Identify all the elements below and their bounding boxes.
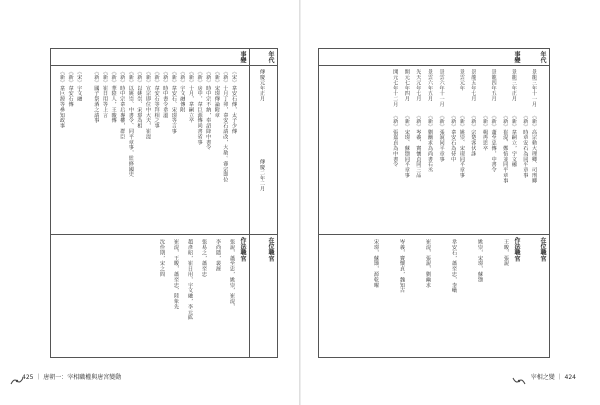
event-entry: 《新》韋嗣立，宇文融 (510, 113, 517, 167)
event-entry: 《新》以姚崇、中書令、同平章事，監修國史 (127, 69, 134, 177)
event-entry: 《新》宣宗即位中大夫，崔湜 (145, 69, 151, 140)
official-entry: 韋安石，蕭至忠，李嶠 (451, 239, 457, 293)
event-entry: 《新》崔湜、鄭愔並同平章事 (502, 113, 509, 184)
event-entry: 《新》劉幽求為尚書右丞 (427, 113, 433, 173)
col-divider (249, 49, 250, 357)
period-label: 開元七年四月 (403, 69, 410, 102)
page-footer: 宰相之變 ｜ 424 (530, 374, 576, 381)
header-related: 在位職官 (267, 237, 274, 262)
event-entry: 《新》宗楚客伏誅 (470, 113, 477, 157)
period-label: 傳慶元年正月 (259, 69, 265, 102)
official-entry: 崔湜，王晙，蕭至忠，陸象先 (173, 239, 179, 310)
event-entry: 《新》楊再思卒 (482, 113, 488, 151)
event-entry: 《新》以姚崇、宋璟為相 (136, 69, 143, 129)
period-label: 景龍四年五月 (490, 69, 497, 102)
section-rule (319, 234, 549, 235)
event-entry: 《新》華陰人，王晙傳 (110, 69, 117, 123)
event-entry: 《新》張說同平章事 (438, 113, 445, 162)
event-entry: 《新》崔日用等上言 (102, 69, 108, 118)
official-entry: 趙彥昭，崔日用，宇文融，李元紘 (187, 239, 193, 320)
event-entry: 《新》張嘉貞為中書令 (392, 113, 399, 167)
header-rule (319, 65, 549, 66)
event-entry: 《新》十月丁卯，韋安石請改，大赦。睿宗即位 (222, 69, 229, 183)
period-label: 景雲六年五月 (427, 69, 433, 102)
official-entry: 李尚隱，裴漼 (215, 239, 221, 272)
period-label: 景龍三年正月 (510, 69, 517, 102)
event-entry: 《宋》韋安石傳，太子少傳 (231, 69, 237, 134)
header-event: 事變 (239, 51, 246, 64)
official-entry: 岑羲，竇懷貞，魏知古 (399, 239, 405, 293)
event-entry: 《新》韋安石傳 (67, 69, 74, 107)
official-entry: 姚崇，宋璟，蘇頲 (477, 239, 483, 283)
event-entry: 《新》高宗勅大理卿、司刑卿 (531, 113, 537, 184)
header-event: 事變 (513, 51, 520, 64)
official-entry: 沈佺期，宋之問 (159, 239, 165, 277)
official-entry: 張易之，蕭至忠 (201, 239, 207, 277)
event-entry: 《新》宋璟、蘇頲同平章事 (403, 113, 410, 178)
header-related: 在位職官 (539, 237, 546, 262)
period-label: 傳慶二年二月 (259, 159, 265, 192)
event-entry: 《新》韋安石、宋璟等言事 (170, 69, 177, 134)
event-entry: 《宋》宇文融 (76, 69, 83, 102)
header-notes: 作法職官 (239, 237, 246, 262)
header-rule (51, 65, 277, 66)
event-entry: 《新》姚崇、宋璟同平章事 (458, 113, 465, 178)
header-year: 年代 (539, 51, 546, 64)
header-notes: 作法職官 (513, 237, 520, 262)
left-table (50, 48, 278, 358)
event-entry: 《新》韋安石等拜相之事 (153, 69, 160, 129)
header-year: 年代 (267, 51, 274, 64)
event-entry: 《新》宇文融傳附 (179, 69, 186, 113)
right-table (318, 48, 550, 358)
period-label: 景龍三年十一月 (531, 69, 537, 107)
official-entry: 張說，蕭至忠，姚崇，崔湜， (229, 239, 235, 310)
event-entry: 《新》宋璟傳論附章 (213, 69, 220, 118)
ornament-icon (512, 376, 526, 386)
right-page (300, 0, 600, 405)
period-label: 景雲六年十一月 (438, 69, 445, 107)
period-label: 景雲元年 (458, 69, 465, 91)
event-entry: 《新》時中宗不納，奉詔降中書令 (205, 69, 212, 150)
event-entry: 《新》韋巨源等參知政事 (59, 69, 65, 129)
event-entry: 《新》時章安石為同平章事 (522, 113, 529, 178)
period-label: 景龍五年七月 (470, 69, 477, 102)
official-entry: 王晙，張說 (503, 239, 509, 266)
page-footer: 425 ｜ 唐朝一：宰相職權與唐宮變動 (22, 374, 122, 381)
event-entry: 《新》韋安石為侍中 (450, 113, 457, 162)
event-entry: 《新》時中宗韋后專權，群臣 (119, 69, 126, 140)
period-label: 先天元年七月 (415, 69, 422, 102)
event-entry: 《新》房中，韋巨源傳尚書省事 (196, 69, 203, 145)
event-entry: 《新》國子祭酒之請事 (93, 69, 100, 123)
event-entry: 《新》十月，韋嗣立卒 (188, 69, 194, 123)
section-rule (51, 234, 277, 235)
event-entry: 《新》時中書令韋溫 (162, 69, 169, 118)
period-label: 開元七年十二月 (392, 69, 399, 107)
official-entry: 崔湜，張說，劉幽求 (425, 239, 431, 288)
event-entry: 《新》蕭至忠傳，中書令 (490, 113, 497, 173)
event-entry: 《新》岑羲、竇懷貞同三品 (415, 113, 422, 178)
official-entry: 宋璟，蘇頲，源乾曜 (373, 239, 379, 288)
